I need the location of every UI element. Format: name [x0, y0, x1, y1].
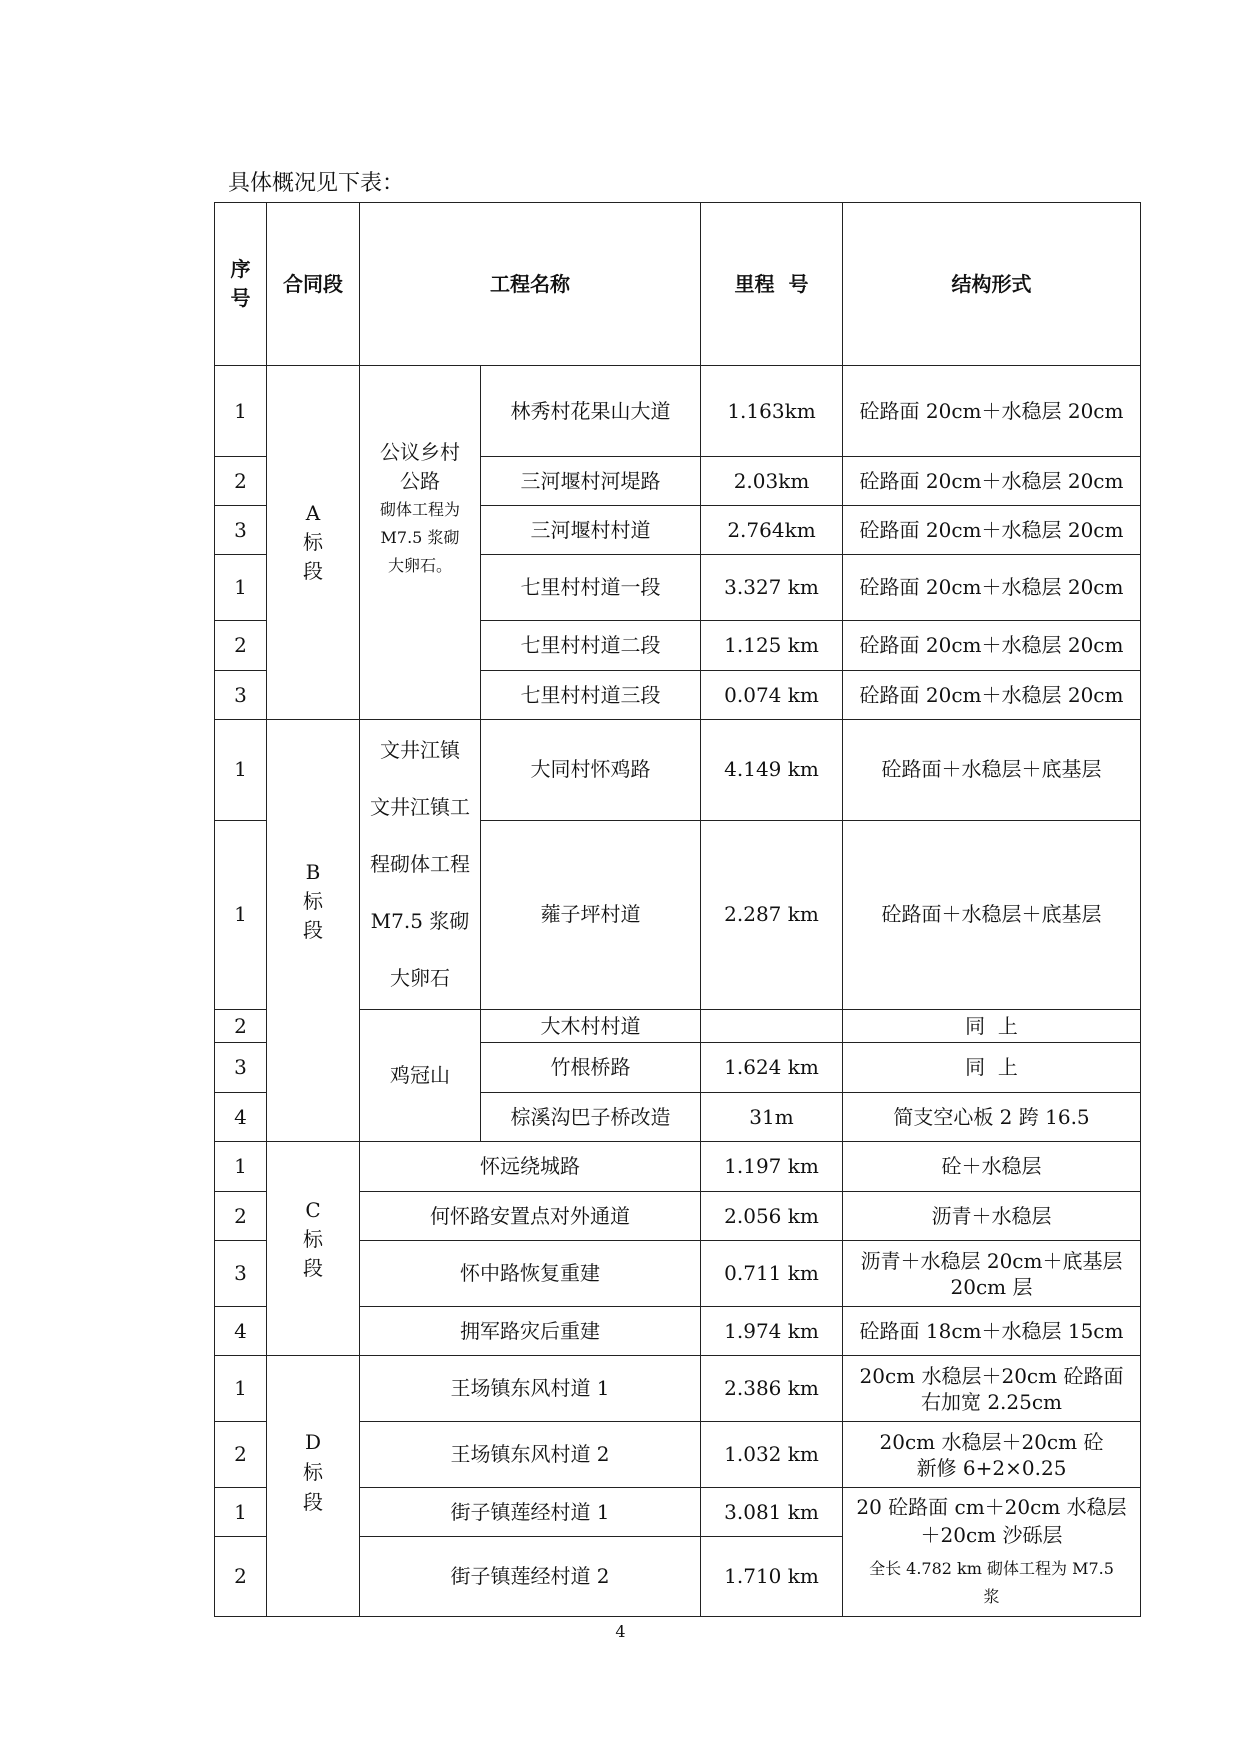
mileage: 1.710 km — [701, 1537, 843, 1617]
structure: 砼路面 20cm＋水稳层 20cm — [843, 555, 1141, 621]
project-name: 何怀路安置点对外通道 — [360, 1192, 701, 1241]
mileage: 1.197 km — [701, 1142, 843, 1192]
section-label: A 标 段 — [267, 366, 360, 720]
structure: 砼路面 20cm＋水稳层 20cm — [843, 506, 1141, 555]
structure: 砼路面＋水稳层＋底基层 — [843, 720, 1141, 821]
structure: 砼路面 18cm＋水稳层 15cm — [843, 1307, 1141, 1356]
mileage: 2.287 km — [701, 820, 843, 1009]
structure: 20cm 水稳层＋20cm 砼路面 右加宽 2.25cm — [843, 1356, 1141, 1422]
section-label: B 标 段 — [267, 720, 360, 1142]
mileage: 3.327 km — [701, 555, 843, 621]
structure: 同 上 — [843, 1010, 1141, 1043]
project-name: 蕹子坪村道 — [481, 820, 701, 1009]
header-project: 工程名称 — [360, 203, 701, 366]
structure: 沥青＋水稳层 — [843, 1192, 1141, 1241]
row-number: 4 — [215, 1307, 267, 1356]
row-number: 1 — [215, 1488, 267, 1537]
row-number: 4 — [215, 1093, 267, 1142]
project-name: 大同村怀鸡路 — [481, 720, 701, 821]
mileage: 31m — [701, 1093, 843, 1142]
structure-line: 20cm 水稳层＋20cm 砼 — [879, 1429, 1104, 1454]
section-label: D 标 段 — [267, 1356, 360, 1617]
project-name: 街子镇莲经村道 1 — [360, 1488, 701, 1537]
row-number: 2 — [215, 1192, 267, 1241]
project-name: 怀远绕城路 — [360, 1142, 701, 1192]
section-label: C 标 段 — [267, 1142, 360, 1356]
project-name: 大木村村道 — [481, 1010, 701, 1043]
structure: 简支空心板 2 跨 16.5 — [843, 1093, 1141, 1142]
intro-text: 具体概况见下表： — [228, 171, 405, 196]
mileage: 2.764km — [701, 506, 843, 555]
header-seq: 序 号 — [215, 203, 267, 366]
mileage: 0.711 km — [701, 1241, 843, 1307]
structure: 砼路面＋水稳层＋底基层 — [843, 820, 1141, 1009]
section-note: 鸡冠山 — [360, 1010, 481, 1142]
project-name: 七里村村道二段 — [481, 621, 701, 671]
table-row — [215, 1142, 1141, 1192]
row-number: 3 — [215, 506, 267, 555]
row-number: 3 — [215, 671, 267, 720]
section-note-title: 公议乡村 公路 — [380, 439, 460, 493]
row-number: 2 — [215, 1537, 267, 1617]
mileage: 1.624 km — [701, 1043, 843, 1093]
section-note-body: 砌体工程为 M7.5 浆砌 大卵石。 — [379, 499, 460, 575]
structure: 同 上 — [843, 1043, 1141, 1093]
mileage: 1.032 km — [701, 1422, 843, 1488]
mileage — [701, 1010, 843, 1043]
row-number: 1 — [215, 720, 267, 821]
row-number: 2 — [215, 1422, 267, 1488]
header-contract: 合同段 — [267, 203, 360, 366]
table-row — [215, 720, 1141, 821]
project-name: 王场镇东风村道 1 — [360, 1356, 701, 1422]
project-name: 王场镇东风村道 2 — [360, 1422, 701, 1488]
structure: 砼路面 20cm＋水稳层 20cm — [843, 366, 1141, 457]
structure: 砼路面 20cm＋水稳层 20cm — [843, 457, 1141, 506]
mileage: 0.074 km — [701, 671, 843, 720]
mileage: 1.163km — [701, 366, 843, 457]
project-name: 七里村村道三段 — [481, 671, 701, 720]
structure: 砼路面 20cm＋水稳层 20cm — [843, 671, 1141, 720]
mileage: 4.149 km — [701, 720, 843, 821]
row-number: 2 — [215, 1010, 267, 1043]
row-number: 2 — [215, 457, 267, 506]
mileage: 1.974 km — [701, 1307, 843, 1356]
structure: 砼＋水稳层 — [843, 1142, 1141, 1192]
table-row — [215, 366, 1141, 457]
row-number: 1 — [215, 820, 267, 1009]
row-number: 1 — [215, 1142, 267, 1192]
row-number: 1 — [215, 555, 267, 621]
mileage: 2.386 km — [701, 1356, 843, 1422]
mileage: 3.081 km — [701, 1488, 843, 1537]
table-row — [215, 1356, 1141, 1422]
project-name: 拥军路灾后重建 — [360, 1307, 701, 1356]
project-name: 三河堰村河堤路 — [481, 457, 701, 506]
table-header-row — [215, 203, 1141, 366]
row-number: 3 — [215, 1241, 267, 1307]
section-note: 文井江镇 文井江镇工 程砌体工程 M7.5 浆砌 大卵石 — [360, 720, 481, 1010]
structure: 砼路面 20cm＋水稳层 20cm — [843, 621, 1141, 671]
project-name: 三河堰村村道 — [481, 506, 701, 555]
structure-line: 新修 6+2×0.25 — [916, 1455, 1067, 1480]
project-name: 林秀村花果山大道 — [481, 366, 701, 457]
section-note — [360, 366, 481, 720]
structure — [843, 1488, 1141, 1617]
page-number: 4 — [615, 1622, 626, 1641]
mileage: 2.03km — [701, 457, 843, 506]
structure-note: 全长 4.782 km 砌体工程为 M7.5 浆 — [869, 1559, 1114, 1606]
project-table — [214, 202, 1141, 1617]
structure-line: 20 砼路面 cm＋20cm 水稳层 ＋20cm 沙砾层 — [856, 1495, 1127, 1547]
project-name: 街子镇莲经村道 2 — [360, 1537, 701, 1617]
structure — [843, 1422, 1141, 1488]
structure: 沥青＋水稳层 20cm＋底基层 20cm 层 — [843, 1241, 1141, 1307]
row-number: 1 — [215, 366, 267, 457]
header-structure: 结构形式 — [843, 203, 1141, 366]
row-number: 3 — [215, 1043, 267, 1093]
row-number: 2 — [215, 621, 267, 671]
header-mileage: 里程 号 — [701, 203, 843, 366]
mileage: 2.056 km — [701, 1192, 843, 1241]
project-name: 怀中路恢复重建 — [360, 1241, 701, 1307]
project-name: 七里村村道一段 — [481, 555, 701, 621]
mileage: 1.125 km — [701, 621, 843, 671]
row-number: 1 — [215, 1356, 267, 1422]
project-name: 竹根桥路 — [481, 1043, 701, 1093]
project-name: 棕溪沟巴子桥改造 — [481, 1093, 701, 1142]
